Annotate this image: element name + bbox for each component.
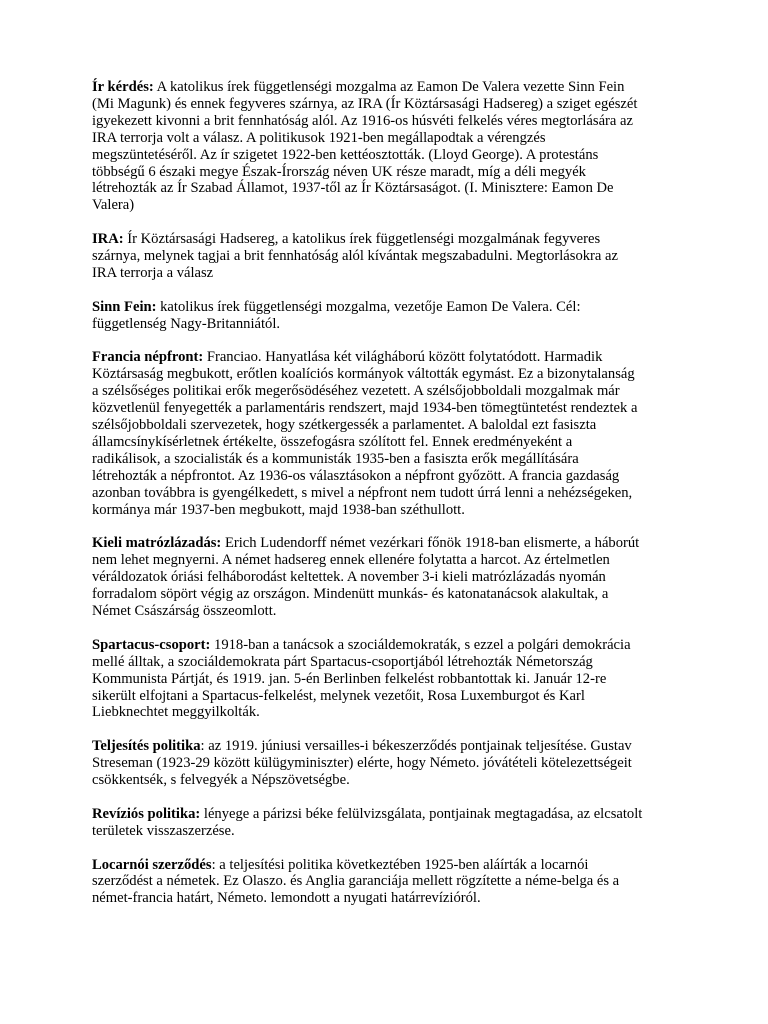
- entry-line: Streseman (1923-29 között külügyminiszter) elérte, hogy Németo. jóvátételi kötelezettségeit: [92, 755, 632, 772]
- entry-line: függetlenség Nagy-Britanniától.: [92, 315, 281, 332]
- entry-teljesites-politika: [92, 738, 682, 789]
- entry-line: Kommunista Pártját, és 1919. jan. 5-én Berlinben felkelést robbantottak ki. Január 12-re: [92, 670, 607, 687]
- entry-line: azonban továbbra is gyengélkedett, s mivel a népfront nem tudott úrrá lenni a nehézségeken,: [92, 484, 633, 501]
- entry-term: Teljesítés politika: [92, 738, 201, 755]
- entry-line: létrehozták a népfrontot. Az 1936-os választásokon a népfront győzött. A francia gazdaság: [92, 467, 620, 484]
- entry-term: Sinn Fein:: [92, 298, 157, 315]
- entry-line: az 1919. júniusi versailles-i békeszerződés pontjainak teljesítése. Gustav: [204, 738, 632, 755]
- entry-line: államcsínykísérletnek értékelte, összefogásra szólított fel. Ennek eredményeként a: [92, 433, 573, 450]
- entry-kieli-matrozlazadas: [92, 535, 682, 620]
- entry-line: többségű 6 északi megye Észak-Írország néven UK része maradt, míg a déli megyék: [92, 163, 586, 180]
- entry-line: IRA terrorja volt a válasz. A politikusok 1921-ben megállapodtak a vérengzés: [92, 129, 546, 146]
- entry-line: lényege a párizsi béke felülvizsgálata, pontjainak megtagadása, az elcsatolt: [200, 805, 643, 822]
- entry-term-separator: :: [211, 856, 216, 873]
- entry-term: Revíziós politika:: [92, 805, 201, 822]
- entry-line: létrehozták az Ír Szabad Államot, 1937-től az Ír Köztársaságot. (I. Minisztere: Eamon De: [92, 180, 614, 197]
- entry-sinn-fein: [92, 299, 682, 333]
- entry-francia-nepfront: [92, 349, 682, 518]
- entry-term: Locarnói szerződés: [92, 856, 212, 873]
- entry-line: német-francia határt, Németo. lemondott a nyugati határrevízióról.: [92, 890, 481, 907]
- entry-line: nem lehet megnyerni. A német hadsereg ennek ellenére folytatta a harcot. Az értelmetlen: [92, 552, 610, 569]
- entry-line: katolikus írek függetlenségi mozgalma, vezetője Eamon De Valera. Cél:: [156, 298, 581, 315]
- entry-line: területek visszaszerzése.: [92, 822, 235, 839]
- entry-line: (Mi Magunk) és ennek fegyveres szárnya, az IRA (Ír Köztársasági Hadsereg) a sziget egészét: [92, 95, 638, 112]
- entry-ir-kerdes: [92, 79, 682, 214]
- entry-line: a szélsőséges politikai erők megerősödéséhez vezetett. A szélsőjobboldali mozgalmak már: [92, 383, 620, 400]
- entry-line: 1918-ban a tanácsok a szociáldemokraták, s ezzel a polgári demokrácia: [210, 636, 631, 653]
- entry-line: szárnya, melynek tagjai a brit fennhatóság alól kívántak megszabadulni. Megtorlásokra az: [92, 248, 618, 265]
- entry-line: Köztársaság megbukott, erőtlen koalíciós kormányok váltották egymást. Ez a bizonytalanság: [92, 366, 635, 383]
- entry-line: a teljesítési politika következtében 1925-ben aláírták a locarnói: [215, 856, 589, 873]
- entry-line: radikálisok, a szocialisták és a kommunisták 1935-ben a fasiszta erők megállítására: [92, 450, 579, 467]
- entry-line: Német Császárság összeomlott.: [92, 603, 277, 620]
- entry-line: forradalom söpört végig az országon. Mindenütt munkás- és katonatanácsok alakultak, a: [92, 586, 609, 603]
- entry-term: Ír kérdés:: [92, 79, 154, 95]
- document-page: [92, 79, 682, 924]
- entry-line: sikerült elfojtani a Spartacus-felkelést, melynek vezetőit, Rosa Luxemburgot és Karl: [92, 687, 585, 704]
- entry-line: szerződést a németek. Ez Olaszo. és Anglia garanciája mellett rögzítette a néme-belga és a: [92, 873, 620, 890]
- entry-line: Franciao. Hanyatlása két világháború között folytatódott. Harmadik: [203, 349, 603, 366]
- entry-line: közvetlenül fenyegették a parlamentáris rendszert, majd 1934-ben tömegtüntetést rendeztek a: [92, 400, 638, 417]
- entry-term-separator: :: [200, 738, 205, 755]
- entry-line: igyekezett kivonni a brit fennhatóság alól. Az 1916-os húsvéti felkelés véres megtorlására az: [92, 112, 634, 129]
- entry-line: megszüntetéséről. Az ír szigetet 1922-ben kettéosztották. (Lloyd George). A protestáns: [92, 146, 599, 163]
- entry-term: Spartacus-csoport:: [92, 636, 211, 653]
- entry-line: Liebknechtet meggyilkolták.: [92, 704, 260, 721]
- entry-line: Valera): [92, 197, 135, 214]
- entry-term: Kieli matrózlázadás:: [92, 535, 222, 552]
- entry-line: mellé álltak, a szociáldemokrata párt Spartacus-csoportjából létrehozták Németország: [92, 653, 593, 670]
- entry-line: szélsőjobboldali szervezetek, hogy szétkergessék a parlamentet. A baloldal ezt fasiszta: [92, 417, 597, 434]
- entry-line: kormánya már 1937-ben megbukott, majd 1938-ban széthullott.: [92, 501, 465, 518]
- entry-line: Erich Ludendorff német vezérkari főnök 1918-ban elismerte, a háborút: [221, 535, 640, 552]
- entry-locarnoi-szerzodes: [92, 857, 682, 908]
- entry-line: A katolikus írek függetlenségi mozgalma az Eamon De Valera vezette Sinn Fein: [153, 79, 625, 95]
- entry-term: IRA:: [92, 231, 124, 248]
- entry-revizios-politika: [92, 806, 682, 840]
- entry-line: IRA terrorja a válasz: [92, 264, 214, 281]
- entry-line: Ír Köztársasági Hadsereg, a katolikus írek függetlenségi mozgalmának fegyveres: [123, 231, 601, 248]
- entry-term: Francia népfront:: [92, 349, 204, 366]
- entry-ira: [92, 231, 682, 282]
- entry-spartacus-csoport: [92, 637, 682, 722]
- entry-line: csökkentsék, s felvegyék a Népszövetségbe.: [92, 772, 350, 789]
- entry-line: véráldozatok óriási felháborodást keltettek. A november 3-i kieli matrózlázadás nyomán: [92, 569, 606, 586]
